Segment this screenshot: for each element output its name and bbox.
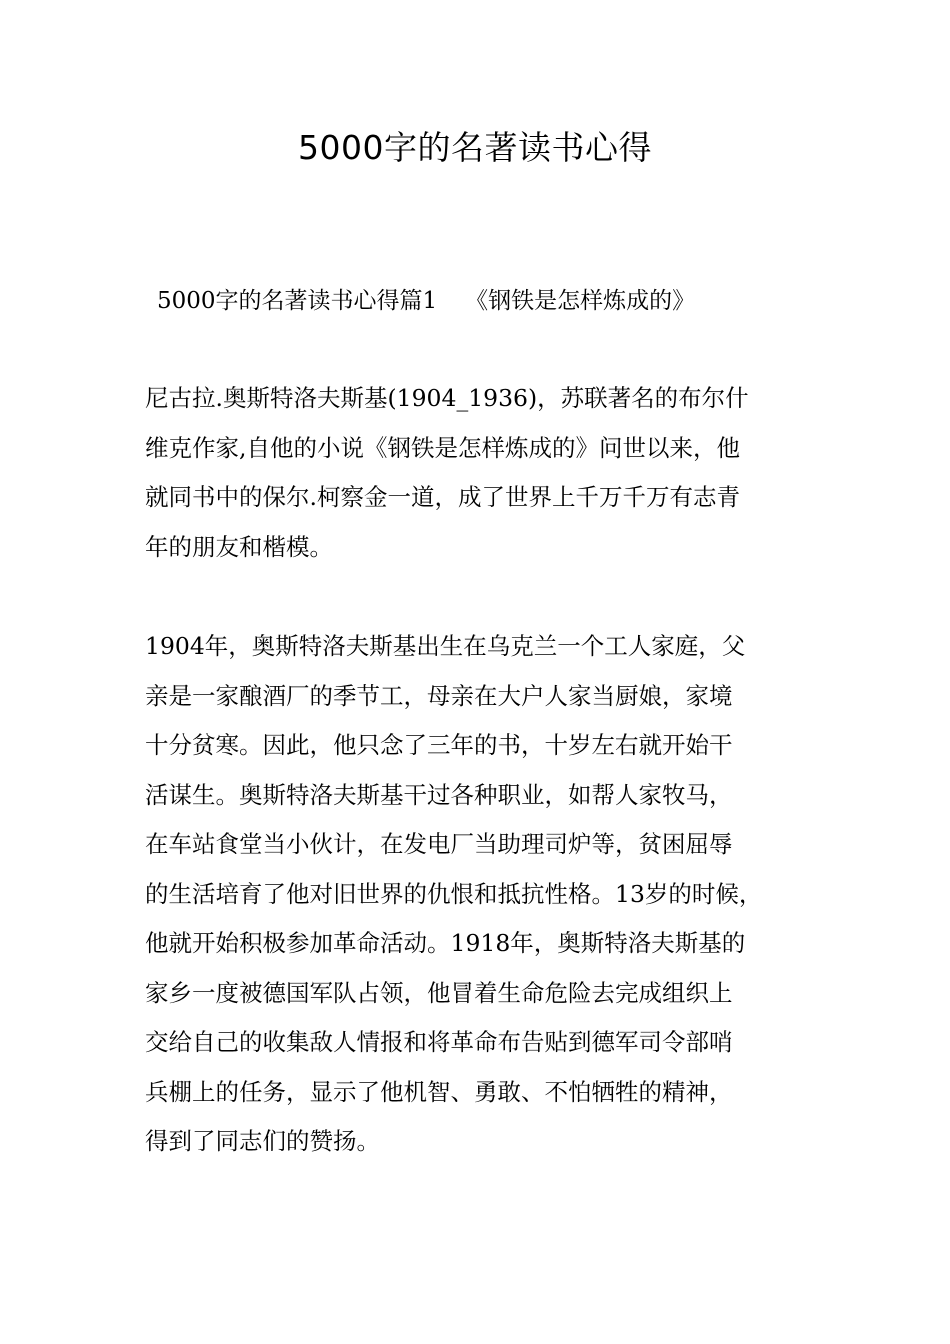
paragraph-line: 在车站食堂当小伙计，在发电厂当助理司炉等，贫困屈辱 [145,830,733,858]
paragraph-line: 兵棚上的任务，显示了他机智、勇敢、不怕牺牲的精神， [145,1077,733,1106]
paragraph-line: 维克作家,自他的小说《钢铁是怎样炼成的》问世以来，他 [145,433,740,462]
paragraph-1 [145,374,815,572]
paragraph-line: 活谋生。奥斯特洛夫斯基干过各种职业，如帮人家牧马， [145,780,733,809]
paragraph-line: 亲是一家酿酒厂的季节工，母亲在大户人家当厨娘，家境 [145,681,733,710]
paragraph-line: 得到了同志们的赞扬。 [145,1127,380,1155]
section-heading-label: 5000字的名著读书心得篇1 [157,288,438,314]
section-heading [157,282,857,320]
paragraph-line: 就同书中的保尔.柯察金一道，成了世界上千万千万有志青 [145,483,740,511]
paragraph-line: 尼古拉.奥斯特洛夫斯基(1904_1936)，苏联著名的布尔什 [145,384,749,412]
paragraph-line: 1904年，奥斯特洛夫斯基出生在乌克兰一个工人家庭，父 [145,632,746,660]
paragraph-line: 家乡一度被德国军队占领，他冒着生命危险去完成组织上 [145,978,733,1007]
paragraph-2 [145,622,815,1167]
paragraph-line: 的生活培育了他对旧世界的仇恨和抵抗性格。13岁的时候， [145,879,763,908]
section-heading-book-title: 《钢铁是怎样炼成的》 [465,288,696,314]
paragraph-line: 交给自己的收集敌人情报和将革命布告贴到德军司令部哨 [145,1028,733,1056]
paragraph-line: 十分贫寒。因此，他只念了三年的书，十岁左右就开始干 [145,731,733,759]
paragraph-line: 他就开始积极参加革命活动。1918年，奥斯特洛夫斯基的 [145,929,746,957]
document-title: 5000字的名著读书心得 [298,128,652,167]
paragraph-line: 年的朋友和楷模。 [145,532,333,561]
